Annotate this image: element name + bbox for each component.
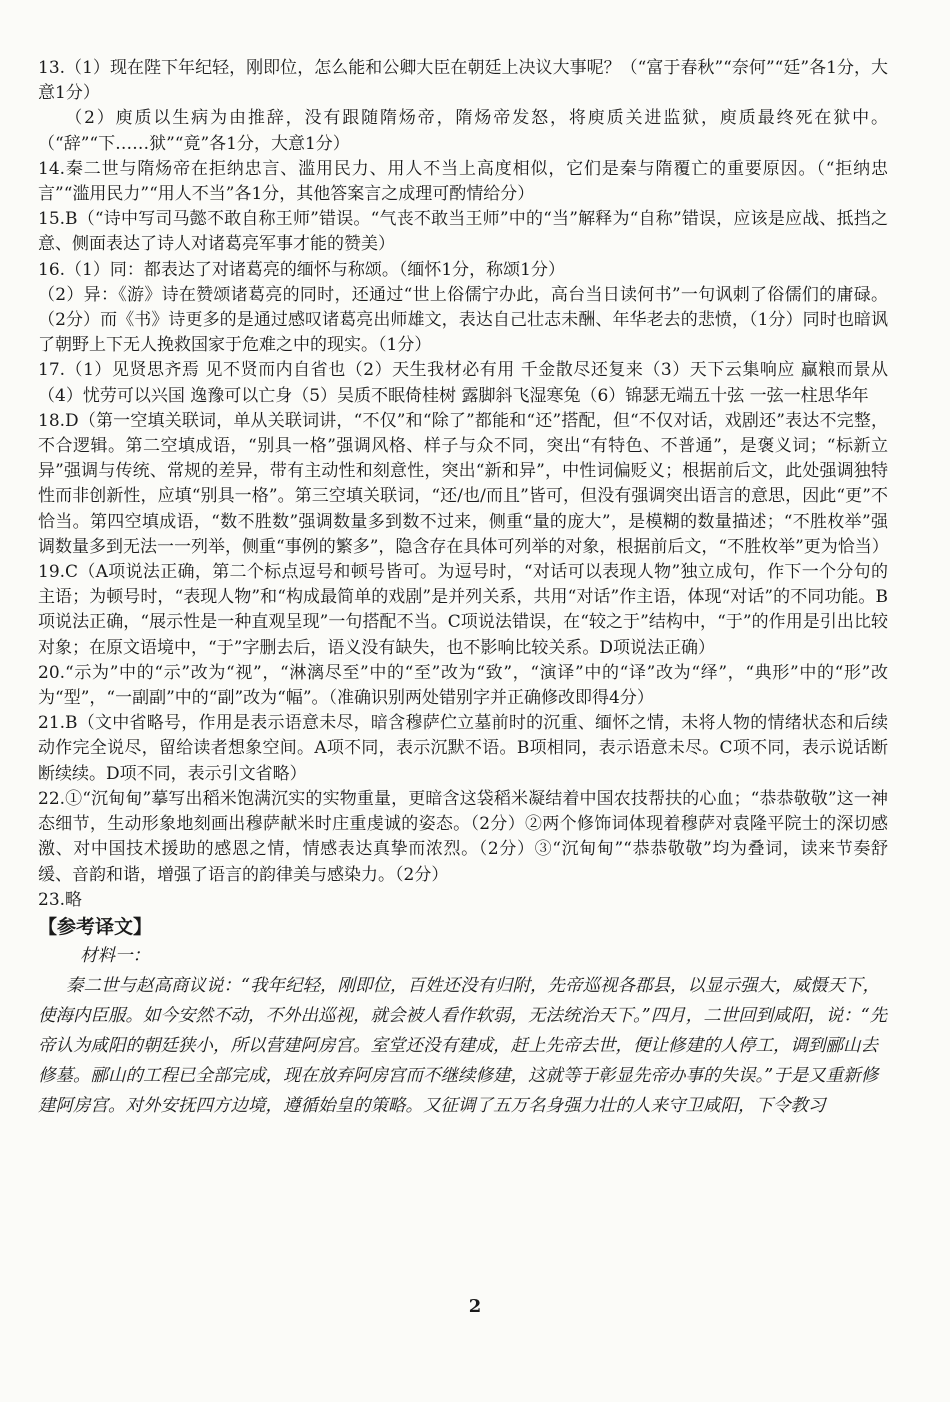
answer-22: 22.①“沉甸甸”摹写出稻米饱满沉实的实物重量，更暗含这袋稻米凝结着中国农技帮扶的心血；“恭恭敬敬”这一神态细节，生动形象地刻画出穆萨献米时庄重虔诚的姿态。（2分）②两个修饰词体现着穆萨对袁隆平院士的深切感激、对中国技术援助的感恩之情，情感表达真挚而浓烈。（2分）③“沉甸甸”“恭恭敬敬”均为叠词，读来节奏舒缓、音韵和谐，增强了语言的韵律美与感染力。（2分） bbox=[38, 788, 888, 885]
answer-21: 21.B（文中省略号，作用是表示语意未尽，暗含穆萨伫立墓前时的沉重、缅怀之情，未将人物的情绪状态和后续动作完全说尽，留给读者想象空间。A项不同，表示沉默不语。B项相同，表示语意未尽。C项不同，表示说话断断续续。D项不同，表示引文省略） bbox=[38, 713, 888, 784]
answer-16-1: 16.（1）同：都表达了对诸葛亮的缅怀与称颂。（缅怀1分，称颂1分） bbox=[38, 259, 565, 280]
answer-13-2: （2）庾质以生病为由推辞，没有跟随隋炀帝，隋炀帝发怒，将庾质关进监狱，庾质最终死在狱中。（“辞”“下……狱”“竟”各1分，大意1分） bbox=[38, 108, 888, 154]
answer-17: 17.（1）见贤思齐焉 见不贤而内自省也（2）天生我材必有用 千金散尽还复来（3）天下云集响应 赢粮而景从（4）忧劳可以兴国 逸豫可以亡身（5）吴质不眠倚桂树 露脚斜飞湿寒兔（6）锦瑟无端五十弦 一弦一柱思华年 bbox=[38, 360, 888, 406]
answer-16-2: （2）异：《游》诗在赞颂诸葛亮的同时，还通过“世上俗儒宁办此，高台当日读何书”一句讽刺了俗儒们的庸碌。（2分）而《书》诗更多的是通过感叹诸葛亮出师雄文，表达自己壮志未酬、年华老去的悲愤，（1分）同时也暗讽了朝野上下无人挽救国家于危难之中的现实。（1分） bbox=[38, 284, 888, 356]
answer-15: 15.B（“诗中写司马懿不敢自称王师”错误。“气丧不敢当王师”中的“当”解释为“自称”错误，应该是应战、抵挡之意、侧面表达了诗人对诸葛亮军事才能的赞美） bbox=[38, 209, 888, 255]
answer-13-1: 13.（1）现在陛下年纪轻，刚即位，怎么能和公卿大臣在朝廷上决议大事呢？（“富于春秋”“奈何”“廷”各1分，大意1分） bbox=[38, 58, 888, 104]
material-one-translation: 秦二世与赵高商议说：“我年纪轻，刚即位，百姓还没有归附，先帝巡视各郡县，以显示强大，威慑天下，使海内臣服。如今安然不动，不外出巡视，就会被人看作软弱，无法统治天下。”四月，二世回到咸阳，说：“先帝认为咸阳的朝廷狭小，所以营建阿房宫。室堂还没有建成，赶上先帝去世，便让修建的人停工，调到郦山去修墓。郦山的工程已全部完成，现在放弃阿房宫而不继续修建，这就等于彰显先帝办事的失误。”于是又重新修建阿房宫。对外安抚四方边境，遵循始皇的策略。又征调了五万名身强力壮的人来守卫咸阳，下令教习 bbox=[38, 975, 888, 1116]
page-number: 2 bbox=[468, 1296, 482, 1317]
reference-translation-heading: 【参考译文】 bbox=[38, 915, 153, 938]
material-one-label: 材料一： bbox=[80, 945, 150, 966]
answer-20: 20.“示为”中的“示”改为“视”，“淋漓尽至”中的“至”改为“致”，“演译”中的“译”改为“绎”，“典形”中的“形”改为“型”，“一副副”中的“副”改为“幅”。（准确识别两处错别字并正确修改即得4分） bbox=[38, 662, 888, 709]
answer-19: 19.C（A项说法正确，第二个标点逗号和顿号皆可。为逗号时，“对话可以表现人物”独立成句，作下一个分句的主语；为顿号时，“表现人物”和“构成最简单的戏剧”是并列关系，共用“对话”作主语，体现“对话”的不同功能。B项说法正确，“展示性是一种直观呈现”一句搭配不当。C项说法错误，在“较之于”结构中，“于”的作用是引出比较对象；在原文语境中，“于”字删去后，语义没有缺失，也不影响比较关系。D项说法正确） bbox=[38, 562, 888, 658]
answer-18: 18.D（第一空填关联词，单从关联词讲，“不仅”和“除了”都能和“还”搭配，但“不仅对话，戏剧还”表达不完整，不合逻辑。第二空填成语，“别具一格”强调风格、样子与众不同，突出“有特色、不普通”，是褒义词；“标新立异”强调与传统、常规的差异，带有主动性和刻意性，突出“新和异”，中性词偏贬义；根据前后文，此处强调独特性而非创新性，应填“别具一格”。第三空填关联词，“还/也/而且”皆可，但没有强调突出语言的意思，因此“更”不恰当。第四空填成语，“数不胜数”强调数量多到数不过来，侧重“量的庞大”，是模糊的数量描述；“不胜枚举”强调数量多到无法一一列举，侧重“事例的繁多”，隐含存在具体可列举的对象，根据前后文，“不胜枚举”更为恰当） bbox=[38, 410, 889, 557]
answer-23: 23.略 bbox=[38, 889, 83, 910]
answer-14: 14.秦二世与隋炀帝在拒纳忠言、滥用民力、用人不当上高度相似，它们是秦与隋覆亡的重要原因。（“拒纳忠言”“滥用民力”“用人不当”各1分，其他答案言之成理可酌情给分） bbox=[38, 158, 888, 205]
